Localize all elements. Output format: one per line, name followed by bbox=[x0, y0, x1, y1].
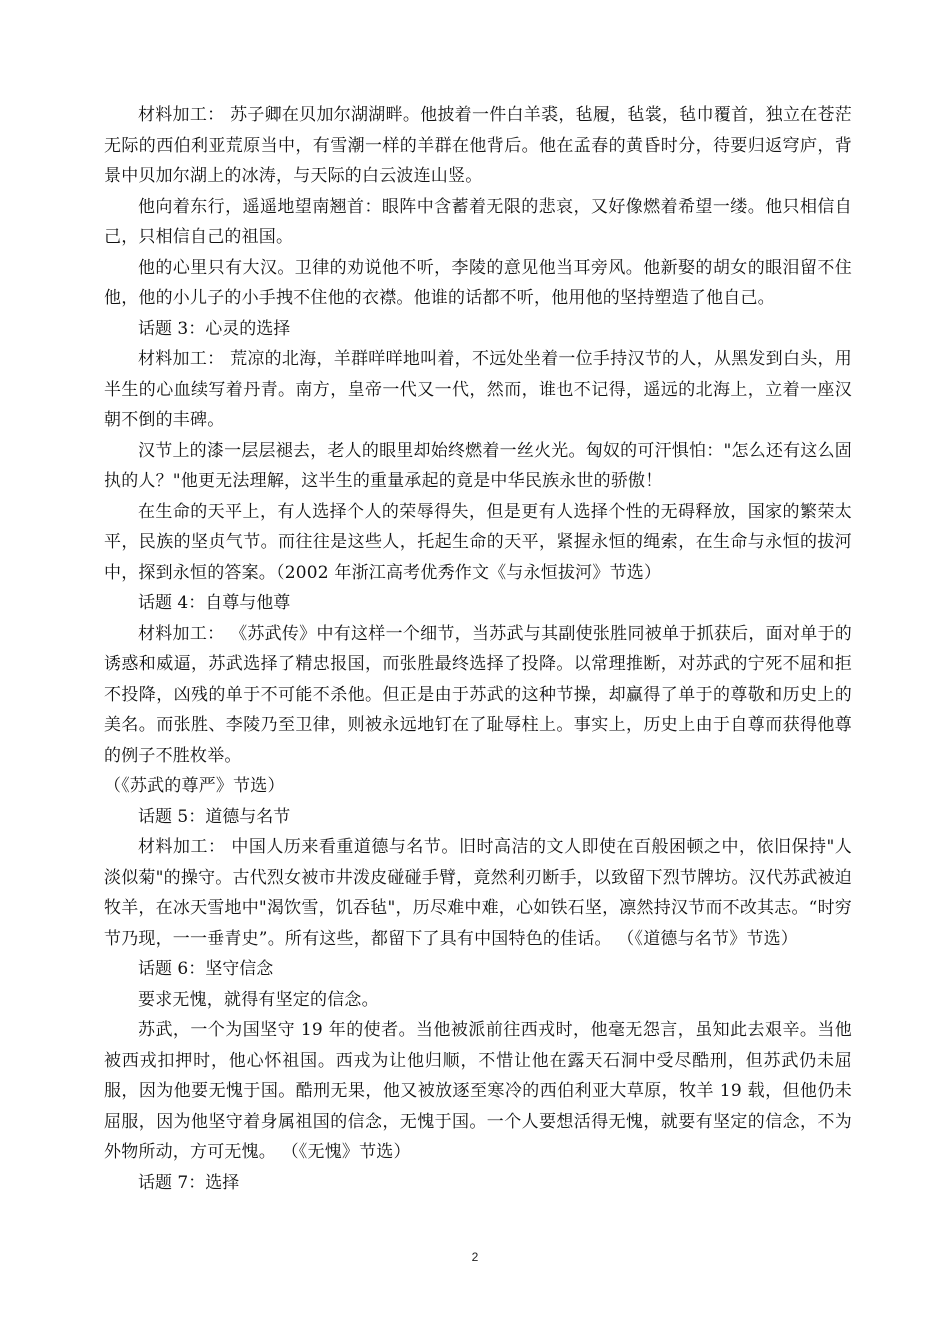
paragraph-material-3: 他的心里只有大汉。卫律的劝说他不听，李陵的意见他当耳旁风。他新娶的胡女的眼泪留不住他，他的小儿子的小手拽不住他的衣襟。他谁的话都不听，他用他的坚持塑造了他自己。 bbox=[104, 257, 852, 308]
topic-6-heading: 话题 6：坚守信念 bbox=[138, 959, 274, 979]
topic-7-heading: 话题 7：选择 bbox=[138, 1172, 240, 1193]
paragraph-topic3-3: 在生命的天平上，有人选择个人的荣辱得失，但是更有人选择个性的无碍释放，国家的繁荣太平，民族的坚贞气节。而往往是这些人，托起生命的天平，紧握永恒的绳索，在生命与永恒的拔河中，探到永恒的答案。（2002 年浙江高考优秀作文《与永恒拔河》节选） bbox=[104, 501, 852, 583]
paragraph-topic3-2: 汉节上的漆一层层褪去，老人的眼里却始终燃着一丝火光。匈奴的可汗惧怕："怎么还有这么固执的人？"他更无法理解，这半生的重量承起的竟是中华民族永世的骄傲！ bbox=[104, 440, 852, 491]
paragraph-topic4-1: 材料加工： 《苏武传》中有这样一个细节，当苏武与其副使张胜同被单于抓获后，面对单于的诱惑和威逼，苏武选择了精忠报国，而张胜最终选择了投降。以常理推断，对苏武的宁死不屈和拒不投降，凶残的单于不可能不杀他。但正是由于苏武的这种节操，却赢得了单于的尊敬和历史上的美名。而张胜、李陵乃至卫律，则被永远地钉在了耻辱柱上。事实上，历史上由于自尊而获得他尊的例子不胜枚举。 bbox=[104, 623, 852, 766]
topic-5-heading: 话题 5：道德与名节 bbox=[138, 806, 291, 827]
paragraph-material-1: 材料加工： 苏子卿在贝加尔湖湖畔。他披着一件白羊裘，毡履，毡裳，毡巾覆首，独立在苍茫无际的西伯利亚荒原当中，有雪潮一样的羊群在他背后。他在孟春的黄昏时分，待要归返穹庐，背景中贝加尔湖上的冰涛，与天际的白云波连山竖。 bbox=[104, 105, 852, 186]
page-number: 2 bbox=[471, 1250, 479, 1264]
paragraph-material-2: 他向着东行，遥遥地望南翘首：眼阵中含蓄着无限的悲哀，又好像燃着希望一缕。他只相信自己，只相信自己的祖国。 bbox=[104, 196, 852, 247]
paragraph-topic6-2: 苏武，一个为国坚守 19 年的使者。当他被派前往西戎时，他毫无怨言，虽知此去艰辛。当他被西戎扣押时，他心怀祖国。西戎为让他归顺，不惜让他在露天石洞中受尽酷刑，但苏武仍未屈服，因为他要无愧于国。酷刑无果，他又被放逐至寒冷的西伯利亚大草原，牧羊 19 载，但他仍未屈服，因为他坚守着身属祖国的信念，无愧于国。一个人要想活得无愧，就要有坚定的信念，不为外物所动，方可无愧。 （《无愧》节选） bbox=[104, 1020, 852, 1162]
paragraph-topic6-1: 要求无愧，就得有坚定的信念。 bbox=[138, 989, 379, 1010]
topic-3-heading: 话题 3：心灵的选择 bbox=[138, 318, 291, 339]
paragraph-topic5-1: 材料加工： 中国人历来看重道德与名节。旧时高洁的文人即使在百般困顿之中，依旧保持"人淡似菊"的操守。古代烈女被市井泼皮碰碰手臂，竟然利刃断手，以致留下烈节牌坊。汉代苏武被迫牧羊，在冰天雪地中"渴饮雪，饥吞毡"，历尽难中难，心如铁石坚，凛然持汉节而不改其志。“时穷节乃现，一一垂青史”。所有这些，都留下了具有中国特色的佳话。 （《道德与名节》节选） bbox=[104, 837, 852, 949]
document-body bbox=[104, 100, 852, 1198]
topic-4-heading: 话题 4：自尊与他尊 bbox=[138, 593, 291, 613]
paragraph-topic3-1: 材料加工： 荒凉的北海，羊群咩咩地叫着，不远处坐着一位手持汉节的人，从黑发到白头，用半生的心血续写着丹青。南方，皇帝一代又一代，然而，谁也不记得，遥远的北海上，立着一座汉朝不倒的丰碑。 bbox=[104, 349, 852, 430]
paragraph-topic4-source: （《苏武的尊严》节选） bbox=[104, 776, 285, 796]
